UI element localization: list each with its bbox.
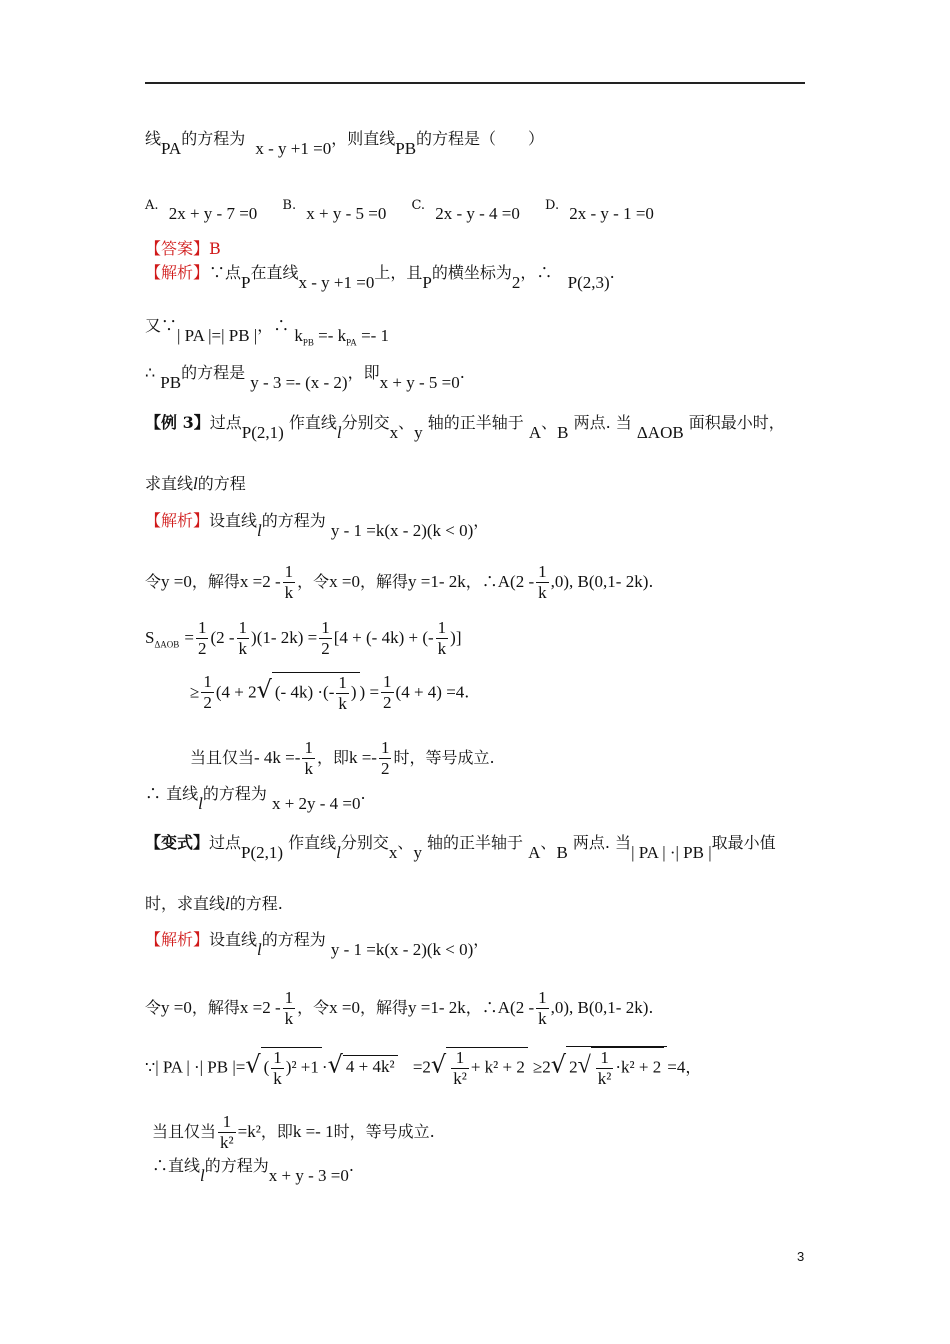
math: (4 + 2 [215,682,257,702]
text: ， [473,511,490,530]
denominator: 2 [321,639,330,658]
math: k [294,326,303,345]
numerator: 1 [383,672,392,692]
text: ∴ 直线 [145,784,199,803]
denominator: k [538,1009,547,1028]
text: 的方程为 [181,129,246,148]
text: ∵ [145,1057,156,1077]
fraction [336,673,349,714]
variant-tag: 【变式】 [145,833,210,852]
math: =4 [667,1057,686,1077]
text: ，∴ [257,316,290,335]
radicand-inner [591,1047,664,1089]
fraction [283,562,296,603]
math: = [184,628,194,647]
radicand: 4 + 4k² [343,1055,398,1078]
text: ∵点 [209,263,242,282]
math: =2 [412,1057,431,1077]
math: l [336,423,342,442]
denominator: 2 [383,693,392,713]
math: ≥ [190,682,200,702]
math: y =0 [161,998,192,1017]
math: A(2 - [497,572,535,591]
math: ΔAOB [636,423,684,442]
math: P [422,273,432,292]
math: y =1- 2k [408,998,466,1017]
radicand [566,1046,667,1089]
option-expr: 2x - y - 1 =0 [569,204,654,223]
fraction [536,988,549,1029]
text: ，∴ [465,572,498,591]
analysis3-line1 [145,929,490,959]
text: ，即 [316,748,349,767]
fraction [596,1048,614,1089]
text: ∴直线 [152,1156,201,1175]
math: B [557,423,569,442]
subscript: ΔAOB [154,639,180,650]
math: x =0 [329,998,360,1017]
math: l [257,521,262,540]
numerator: 1 [238,618,248,637]
numerator: 1 [596,1048,614,1069]
sqrt-icon: √ [327,1050,343,1079]
answer-value: B [209,239,221,258]
analysis2-line3 [145,618,462,659]
numerator: 1 [321,618,330,637]
math-equation: y - 3 =- (x - 2) [250,373,348,392]
text: . [360,784,366,803]
numerator: 1 [451,1048,469,1069]
math: k =- 1 [292,1122,334,1141]
math-result: x + y - 5 =0 [379,373,460,392]
text: 的方程为 [202,784,267,803]
math: | PA | ·| PB |= [155,1057,246,1077]
text: ，解得 [191,998,240,1017]
sqrt-icon: √ [550,1050,567,1079]
text: 分别交 [340,833,389,852]
text: 分别交 [341,413,390,432]
fraction [451,1048,469,1089]
analysis3-line3 [145,1046,701,1089]
math: l [225,894,230,913]
text: 、 [541,413,558,432]
math: P(2,1) [241,843,284,862]
fraction [283,988,296,1029]
numerator: 1 [338,673,347,692]
math: ≥2 [532,1057,551,1077]
math: [4 + (- 4k) + (- [333,628,434,647]
math: ·k² + 2 [615,1057,662,1077]
text: . [648,572,654,591]
variant-line1 [145,832,776,862]
option-letter: D. [545,198,560,213]
math: l [198,794,203,813]
math: x =2 - [239,572,281,591]
text: 的方程是（ ） [416,129,545,148]
denominator: 2 [203,693,212,713]
denominator: k [273,1069,282,1088]
numerator: 1 [203,672,212,692]
example3-line2 [145,473,246,495]
math: k =- [348,748,377,767]
math-pb: PB [395,139,417,158]
fraction [319,618,332,659]
math: )] [450,628,462,647]
numerator: 1 [304,738,313,757]
text: 的方程为 [261,930,326,949]
text: ， [685,1057,702,1077]
math: =- k [318,326,347,345]
text: ，即 [260,1122,293,1141]
header-rule [145,82,805,84]
math: ) [350,682,357,702]
analysis1-line2 [145,315,390,348]
text: ，解得 [359,572,408,591]
math: (- 4k) ·(- [274,682,335,702]
math-equation: y - 1 =k(x - 2)(k < 0) [330,521,474,540]
subscript: PA [346,337,357,348]
math: ,0), B(0,1- 2k) [550,572,649,591]
text: 轴的正半轴于 [427,413,524,432]
text: 时，等号成立. [333,1122,435,1141]
fraction [271,1048,284,1089]
text: ，则直线 [331,129,396,148]
analysis1-line1 [145,262,615,292]
denominator: k [538,583,547,602]
option-expr: 2x + y - 7 =0 [168,204,258,223]
math: ( [263,1057,270,1077]
math: x =0 [329,572,360,591]
example3-line1 [145,412,785,442]
fraction [381,672,394,713]
numerator: 1 [218,1112,236,1133]
math: )(1- 2k) = [251,628,318,647]
text: 轴的正半轴于 [427,833,524,852]
math: y [413,843,422,862]
math: =- 1 [361,326,390,345]
fraction [379,738,392,779]
math: ,0), B(0,1- 2k) [550,998,649,1017]
question-intro [145,128,545,158]
math-equation: x - y +1 =0 [298,273,375,292]
math: l [193,474,198,493]
option-expr: x + y - 5 =0 [306,204,387,223]
numerator: 1 [538,562,547,581]
analysis2-line4 [190,672,469,714]
math: PB [160,373,182,392]
option-d [545,193,654,223]
text: ，解得 [359,998,408,1017]
denominator: k² [597,1069,612,1088]
text: 在直线 [250,263,299,282]
numerator: 1 [273,1048,282,1067]
numerator: 1 [538,988,547,1007]
math: x =2 - [239,998,281,1017]
text: . [609,263,615,282]
text: 、 [398,413,415,432]
math-equation: y - 1 =k(x - 2)(k < 0) [330,940,474,959]
answer-line [145,238,221,260]
math: A [528,423,542,442]
math: (4 + 4) =4 [395,682,465,702]
math-equation: x + y - 3 =0 [268,1166,349,1185]
math-pa: PA [161,139,182,158]
math: ) = [359,682,380,702]
analysis3-line4 [152,1112,435,1153]
text: ，解得 [191,572,240,591]
text: 、 [397,833,414,852]
math: )² +1 [285,1057,319,1077]
fraction [436,618,449,659]
analysis-tag: 【解析】 [145,263,210,282]
text: 线 [145,129,162,148]
option-b [282,193,387,223]
text: ，即 [347,363,380,382]
numerator: 1 [437,618,447,637]
text: ，令 [297,572,330,591]
numerator: 1 [284,988,294,1007]
math: l [257,940,262,959]
math: + k² + 2 [470,1057,525,1077]
denominator: k [338,694,347,713]
text: 取最小值 [711,833,776,852]
text: 时，求直线 [145,894,226,913]
text: ，∴ [520,263,553,282]
sqrt-icon: √ [577,1052,591,1079]
variant-line2 [145,893,283,915]
text: 的方程 [197,474,246,493]
option-letter: A. [145,198,159,213]
math: A [528,843,541,862]
text: ，∴ [465,998,498,1017]
math: P [241,273,251,292]
numerator: 1 [197,618,207,637]
fraction [302,738,315,779]
math-area [145,628,180,650]
math-slope [294,326,390,348]
math: l [336,843,341,862]
page-number: 3 [797,1249,805,1264]
math: - 4k =- [254,748,301,767]
radicand [261,1047,322,1089]
math: (2 - [210,628,235,647]
text: 作直线 [288,413,337,432]
fraction [196,618,209,659]
sqrt-icon: √ [256,675,272,704]
text: 时，等号成立. [393,748,495,767]
option-c [411,193,520,223]
denominator: 2 [380,759,390,778]
text: 两点. 当 [573,413,632,432]
text: 设直线 [209,511,258,530]
denominator: k [437,639,447,658]
math: 2 [511,273,521,292]
numerator: 1 [380,738,390,757]
option-letter: B. [282,198,297,213]
denominator: k [238,639,248,658]
text: . [459,363,465,382]
analysis2-line1 [145,510,490,540]
text: 的方程是 [181,363,246,382]
text: 过点 [209,413,242,432]
option-expr: 2x - y - 4 =0 [435,204,520,223]
sqrt-icon: √ [430,1050,447,1079]
radicand [272,672,360,714]
text: 令 [145,998,162,1017]
text: . [348,1156,354,1175]
fraction [201,672,214,713]
analysis1-line3 [145,362,465,392]
math: A(2 - [497,998,535,1017]
math: S [145,628,155,647]
denominator: k [284,583,294,602]
text: 的方程为 [204,1156,269,1175]
math: y [414,423,423,442]
denominator: k [304,759,313,778]
text: 又∵ [145,316,178,335]
analysis-tag: 【解析】 [145,511,210,530]
sqrt-icon: √ [245,1050,261,1079]
math: x [388,843,398,862]
math: P(2,1) [241,423,284,442]
analysis2-line6 [145,783,366,813]
fraction [237,618,250,659]
math-equation: x + 2y - 4 =0 [271,794,361,813]
text: 作直线 [288,833,337,852]
denominator: k² [220,1133,234,1152]
math: B [556,843,568,862]
text: 上，且 [374,263,423,282]
text: ∴ [145,363,156,382]
denominator: k [284,1009,294,1028]
text: 的方程为 [261,511,326,530]
text: 、 [540,833,557,852]
text: 过点 [209,833,242,852]
subscript: PB [302,337,314,348]
text: 令 [145,572,162,591]
text: 面积最小时， [688,413,785,432]
math-result: P(2,3) [567,273,610,292]
text: . [648,998,654,1017]
text: ， [473,930,490,949]
text: 两点. 当 [572,833,632,852]
text: 当且仅当 [152,1122,217,1141]
numerator: 1 [284,562,294,581]
analysis3-line2 [145,988,653,1029]
example-tag: 【例 3】 [145,413,210,432]
text: . [464,682,470,702]
math: · [321,1057,328,1077]
math-equation: x - y +1 =0 [255,139,332,158]
math: l [200,1166,205,1185]
math: y =1- 2k [408,572,466,591]
text: 设直线 [209,930,258,949]
fraction [218,1112,236,1153]
option-a [145,193,258,223]
math: y =0 [161,572,192,591]
analysis-tag: 【解析】 [145,930,210,949]
math: =k² [237,1122,261,1141]
text: 求直线 [145,474,194,493]
math: | PA |=| PB | [177,326,258,345]
text: 当且仅当 [190,748,255,767]
math: 2 [569,1057,578,1077]
answer-tag: 【答案】 [145,239,210,258]
text: 的方程. [229,894,283,913]
text: ，令 [297,998,330,1017]
text: 的横坐标为 [431,263,512,282]
analysis2-line2 [145,562,653,603]
analysis2-line5 [190,738,495,779]
fraction [536,562,549,603]
math: x [389,423,399,442]
option-letter: C. [411,198,426,213]
math: | PA | ·| PB | [631,843,712,862]
denominator: k² [453,1069,467,1088]
analysis3-line5 [152,1155,354,1185]
denominator: 2 [197,639,207,658]
radicand [446,1047,528,1089]
options-row [145,193,674,223]
